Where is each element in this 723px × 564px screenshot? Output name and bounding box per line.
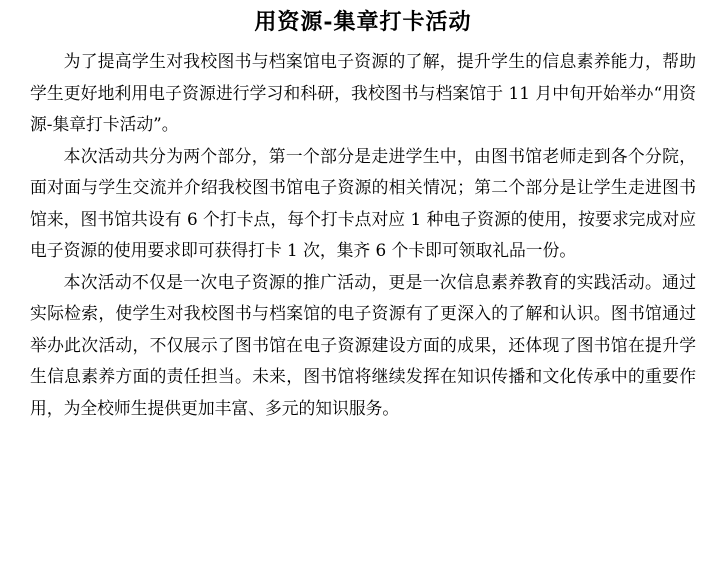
paragraph-activity-parts: 本次活动共分为两个部分，第一个部分是走进学生中，由图书馆老师走到各个分院，面对面与学生交流并介绍我校图书馆电子资源的相关情况；第二个部分是让学生走进图书馆来，图书馆共设有 6 个打卡点，每个打卡点对应 1 种电子资源的使用，按要求完成对应电子资源的使用要求即可获得打卡 1 次，集齐 6 个卡即可领取礼品一份。	[30, 145, 696, 260]
paragraph-intro: 为了提高学生对我校图书与档案馆电子资源的了解，提升学生的信息素养能力，帮助学生更好地利用电子资源进行学习和科研，我校图书与档案馆于 11 月中旬开始举办“用资源-集章打卡活动”。	[30, 51, 696, 134]
document-title: 用资源-集章打卡活动	[254, 9, 472, 35]
document	[30, 4, 696, 424]
paragraph-summary: 本次活动不仅是一次电子资源的推广活动，更是一次信息素养教育的实践活动。通过实际检索，使学生对我校图书与档案馆的电子资源有了更深入的了解和认识。图书馆通过举办此次活动，不仅展示了图书馆在电子资源建设方面的成果，还体现了图书馆在提升学生信息素养方面的责任担当。未来，图书馆将继续发挥在知识传播和文化传承中的重要作用，为全校师生提供更加丰富、多元的知识服务。	[30, 271, 696, 418]
